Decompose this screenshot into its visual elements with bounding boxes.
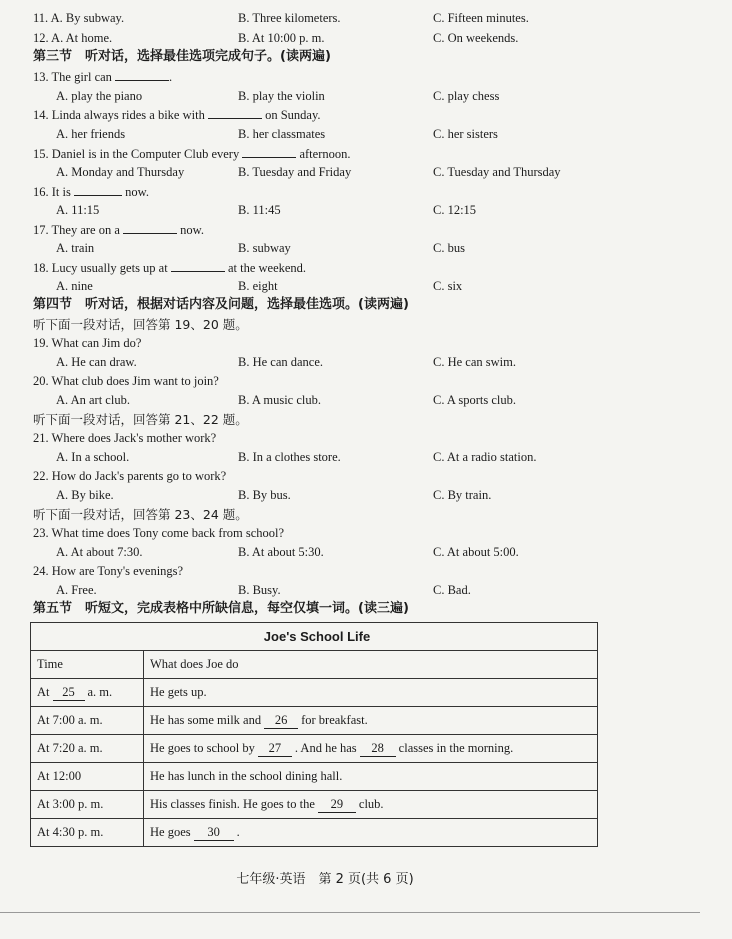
activity-cell: He goes 30 . <box>144 819 598 847</box>
q18-option-c: C. six <box>433 279 463 293</box>
activity-cell: His classes finish. He goes to the 29 club. <box>144 791 598 819</box>
q15-option-a: A. Monday and Thursday <box>56 165 185 179</box>
activity-cell: He gets up. <box>144 679 598 707</box>
q15-option-c: C. Tuesday and Thursday <box>433 165 561 179</box>
q22-stem: 22. How do Jack's parents go to work? <box>33 469 227 483</box>
time-cell: At 12:00 <box>31 763 144 791</box>
q19-stem: 19. What can Jim do? <box>33 336 142 350</box>
q21-option-b: B. In a clothes store. <box>238 450 341 464</box>
q23-option-c: C. At about 5:00. <box>433 545 519 559</box>
q16-option-b: B. 11:45 <box>238 203 281 217</box>
q18-option-b: B. eight <box>238 279 278 293</box>
time-cell: At 7:00 a. m. <box>31 707 144 735</box>
q19-option-b: B. He can dance. <box>238 355 324 369</box>
q20-option-c: C. A sports club. <box>433 393 516 407</box>
table-title-row <box>31 623 598 651</box>
answer-blank-25: 25 <box>53 685 85 701</box>
q11-option-c: C. Fifteen minutes. <box>433 11 529 25</box>
q12-option-a: 12. A. At home. <box>33 31 113 45</box>
q16-option-a: A. 11:15 <box>56 203 100 217</box>
q20-option-a: A. An art club. <box>56 393 130 407</box>
q17-option-c: C. bus <box>433 241 465 255</box>
q20-stem: 20. What club does Jim want to join? <box>33 374 219 388</box>
q11-option-a: 11. A. By subway. <box>33 11 125 25</box>
table-row <box>31 679 598 707</box>
q16-option-c: C. 12:15 <box>433 203 477 217</box>
answer-blank-28: 28 <box>360 741 396 757</box>
q23-stem: 23. What time does Tony come back from school? <box>33 526 285 540</box>
bottom-divider <box>0 912 700 913</box>
time-cell: At 3:00 p. m. <box>31 791 144 819</box>
q21-stem: 21. Where does Jack's mother work? <box>33 431 217 445</box>
q24-option-c: C. Bad. <box>433 583 471 597</box>
header-activity: What does Joe do <box>144 651 598 679</box>
q13-stem: 13. The girl can . <box>33 70 173 84</box>
q19-option-c: C. He can swim. <box>433 355 516 369</box>
q22-option-c: C. By train. <box>433 488 492 502</box>
table-row <box>31 763 598 791</box>
table-row <box>31 791 598 819</box>
activity-cell: He goes to school by 27 . And he has 28 classes in the morning. <box>144 735 598 763</box>
q14-option-b: B. her classmates <box>238 127 326 141</box>
q22-option-a: A. By bike. <box>56 488 114 502</box>
q11-option-b: B. Three kilometers. <box>238 11 341 25</box>
instruction-21-22: 听下面一段对话，回答第 21、22 题。 <box>33 412 248 427</box>
table-header-row <box>31 651 598 679</box>
time-cell: At 25 a. m. <box>31 679 144 707</box>
q19-option-a: A. He can draw. <box>56 355 137 369</box>
q14-option-a: A. her friends <box>56 127 126 141</box>
q24-option-b: B. Busy. <box>238 583 281 597</box>
q15-stem: 15. Daniel is in the Computer Club every afternoon. <box>33 147 351 161</box>
table-row <box>31 819 598 847</box>
answer-blank-26: 26 <box>264 713 298 729</box>
q21-option-a: A. In a school. <box>56 450 130 464</box>
q16-stem: 16. It is now. <box>33 185 149 199</box>
table-row <box>31 735 598 763</box>
activity-cell: He has lunch in the school dining hall. <box>144 763 598 791</box>
q13-option-a: A. play the piano <box>56 89 143 103</box>
section-5-heading: 第五节 听短文，完成表格中所缺信息，每空仅填一词。(读三遍) <box>33 601 409 616</box>
time-cell: At 7:20 a. m. <box>31 735 144 763</box>
instruction-23-24: 听下面一段对话，回答第 23、24 题。 <box>33 507 248 522</box>
q12-option-c: C. On weekends. <box>433 31 519 45</box>
page-footer: 七年级·英语 第 2 页(共 6 页) <box>236 872 414 887</box>
q14-stem: 14. Linda always rides a bike with on Sunday. <box>33 108 321 122</box>
answer-blank-29: 29 <box>318 797 356 813</box>
q23-option-b: B. At about 5:30. <box>238 545 324 559</box>
q24-option-a: A. Free. <box>56 583 97 597</box>
q18-stem: 18. Lucy usually gets up at at the weekend. <box>33 261 307 275</box>
activity-cell: He has some milk and 26 for breakfast. <box>144 707 598 735</box>
q12-option-b: B. At 10:00 p. m. <box>238 31 325 45</box>
section-4-heading: 第四节 听对话，根据对话内容及问题，选择最佳选项。(读两遍) <box>33 297 409 312</box>
instruction-19-20: 听下面一段对话，回答第 19、20 题。 <box>33 317 248 332</box>
q24-stem: 24. How are Tony's evenings? <box>33 564 184 578</box>
q15-option-b: B. Tuesday and Friday <box>238 165 352 179</box>
q14-option-c: C. her sisters <box>433 127 498 141</box>
school-life-table <box>30 622 598 847</box>
answer-blank-27: 27 <box>258 741 292 757</box>
table-title: Joe's School Life <box>31 623 598 651</box>
q18-option-a: A. nine <box>56 279 93 293</box>
answer-blank-30: 30 <box>194 825 234 841</box>
q21-option-c: C. At a radio station. <box>433 450 537 464</box>
q17-option-b: B. subway <box>238 241 291 255</box>
q13-option-c: C. play chess <box>433 89 500 103</box>
header-time: Time <box>31 651 144 679</box>
q22-option-b: B. By bus. <box>238 488 291 502</box>
table-row <box>31 707 598 735</box>
q23-option-a: A. At about 7:30. <box>56 545 143 559</box>
q17-stem: 17. They are on a now. <box>33 223 204 237</box>
section-3-heading: 第三节 听对话，选择最佳选项完成句子。(读两遍) <box>33 49 331 64</box>
q17-option-a: A. train <box>56 241 95 255</box>
q13-option-b: B. play the violin <box>238 89 325 103</box>
q20-option-b: B. A music club. <box>238 393 321 407</box>
time-cell: At 4:30 p. m. <box>31 819 144 847</box>
